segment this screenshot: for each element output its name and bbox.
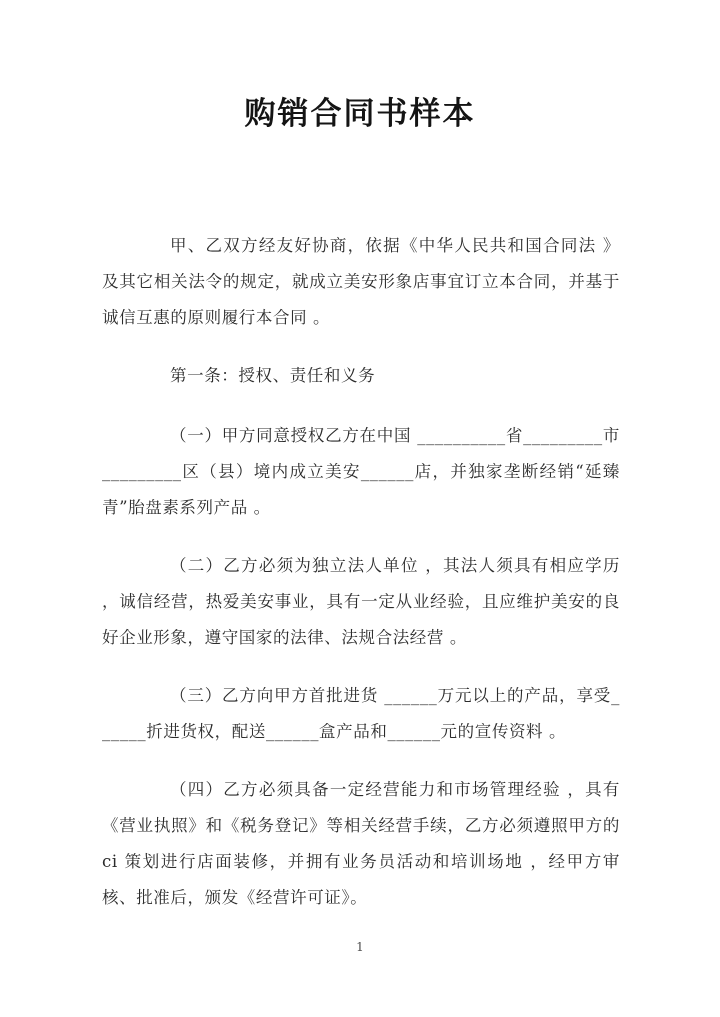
document-body — [102, 228, 620, 916]
page-number: 1 — [356, 940, 364, 954]
paragraph-spacer — [102, 336, 620, 358]
section-heading-article-one: 第一条：授权、责任和义务 — [170, 366, 376, 385]
paragraph-clause-4: （四）乙方必须具备一定经营能力和市场管理经验 ，具有《营业执照》和《税务登记》等相关经营手续，乙方必须遵照甲方的 ci 策划进行店面装修，并拥有业务员活动和培训场地 ，经甲方审核、批准后，颁发《经营许可证》。 — [102, 780, 620, 907]
paragraph-clause-2: （二）乙方必须为独立法人单位 ，其法人须具有相应学历 ，诚信经营，热爱美安事业，具有一定从业经验，且应维护美安的良好企业形象，遵守国家的法律、法规合法经营 。 — [102, 556, 620, 647]
paragraph-clause-3: （三）乙方向甲方首批进货 ______万元以上的产品，享受______折进货权，配送______盒产品和______元的宣传资料 。 — [102, 686, 620, 741]
paragraph-clause-1: （一）甲方同意授权乙方在中国 __________省_________市_________区（县）境内成立美安______店，并独家垄断经销“延臻青”胎盘素系列产品 。 — [102, 426, 620, 517]
paragraph-spacer — [102, 750, 620, 772]
paragraph-spacer — [102, 656, 620, 678]
page-title: 购销合同书样本 — [244, 96, 476, 132]
paragraph-preamble: 甲、乙双方经友好协商，依据《中华人民共和国合同法 》及其它相关法令的规定，就成立美安形象店事宜订立本合同，并基于诚信互惠的原则履行本合同 。 — [102, 236, 620, 327]
paragraph-spacer — [102, 526, 620, 548]
paragraph-spacer — [102, 394, 620, 418]
